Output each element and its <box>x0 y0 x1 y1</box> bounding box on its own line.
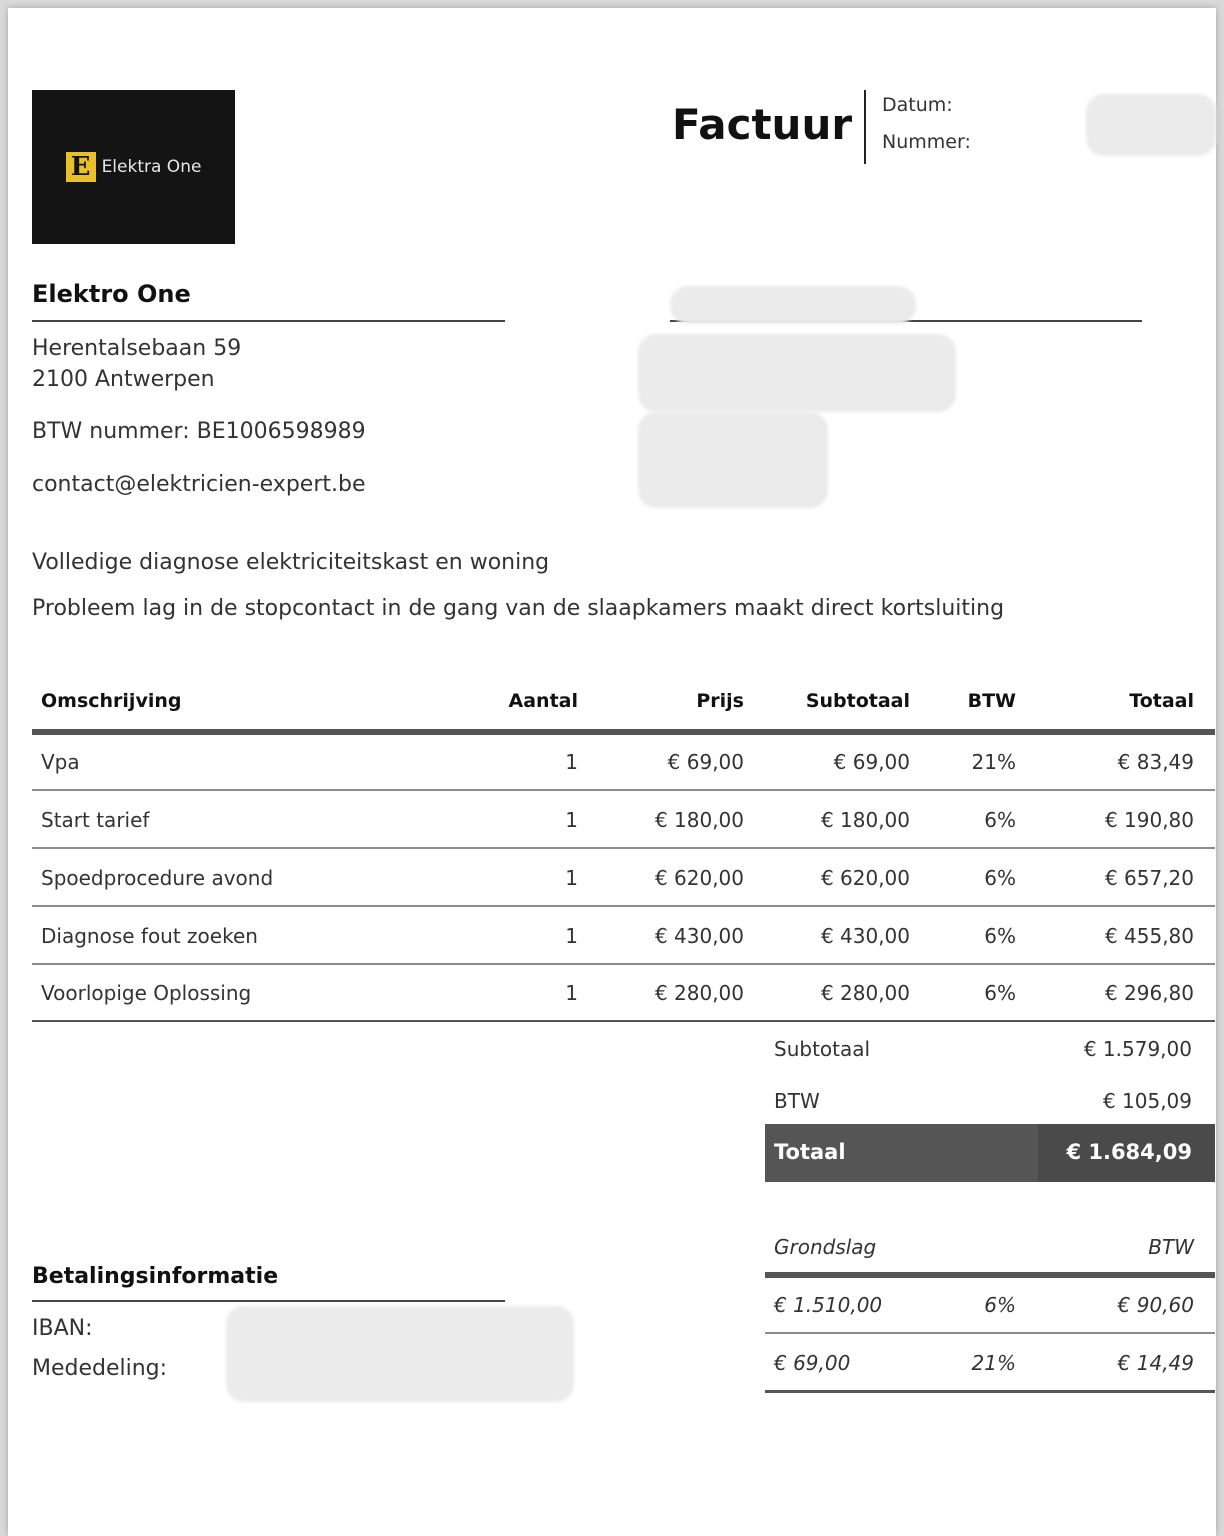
row-total: € 296,80 <box>1104 981 1194 1005</box>
grand-total-value: € 1.684,09 <box>1066 1140 1192 1164</box>
row-price: € 180,00 <box>654 808 744 832</box>
note-line-2: Probleem lag in de stopcontact in de gang van de slaapkamers maakt direct kortsluiting <box>32 596 1005 621</box>
row-vat: 6% <box>984 808 1016 832</box>
row-description: Voorlopige Oplossing <box>41 981 252 1005</box>
row-subtotal: € 430,00 <box>820 924 910 948</box>
row-total: € 83,49 <box>1117 750 1194 774</box>
vat-base-value: € 69,00 <box>774 1351 851 1375</box>
row-divider <box>32 847 1215 849</box>
iban-label: IBAN: <box>32 1316 93 1341</box>
row-total: € 657,20 <box>1104 866 1194 890</box>
row-description: Diagnose fout zoeken <box>41 924 258 948</box>
col-header-price: Prijs <box>696 690 744 712</box>
vat-breakdown-bottom-rule <box>765 1390 1215 1393</box>
redacted-client-details <box>638 412 828 508</box>
grand-total-label: Totaal <box>774 1140 846 1164</box>
vat-row-divider <box>765 1332 1215 1334</box>
row-vat: 6% <box>984 924 1016 948</box>
row-price: € 620,00 <box>654 866 744 890</box>
row-divider <box>32 905 1215 907</box>
payment-info-title: Betalingsinformatie <box>32 1264 279 1289</box>
company-street: Herentalsebaan 59 <box>32 336 242 361</box>
row-subtotal: € 620,00 <box>820 866 910 890</box>
row-vat: 21% <box>971 750 1016 774</box>
row-total: € 190,80 <box>1104 808 1194 832</box>
col-header-subtotal: Subtotaal <box>805 690 910 712</box>
redacted-payment-details <box>226 1306 574 1402</box>
payment-message-label: Mededeling: <box>32 1356 168 1381</box>
col-header-vat: BTW <box>967 690 1016 712</box>
vat-rate-value: 6% <box>984 1293 1016 1317</box>
row-quantity: 1 <box>565 981 578 1005</box>
row-price: € 280,00 <box>654 981 744 1005</box>
row-total: € 455,80 <box>1104 924 1194 948</box>
header-divider <box>864 90 866 164</box>
summary-subtotal-label: Subtotaal <box>774 1037 871 1061</box>
col-header-quantity: Aantal <box>508 690 578 712</box>
row-quantity: 1 <box>565 924 578 948</box>
row-divider <box>32 963 1215 965</box>
company-email: contact@elektricien-expert.be <box>32 472 366 497</box>
logo-mark: E <box>66 152 96 182</box>
logo-name: Elektra One <box>101 157 202 177</box>
row-quantity: 1 <box>565 866 578 890</box>
row-divider <box>32 789 1215 791</box>
row-vat: 6% <box>984 866 1016 890</box>
company-vat-number: BTW nummer: BE1006598989 <box>32 419 366 444</box>
table-bottom-rule <box>32 1020 1215 1022</box>
row-subtotal: € 180,00 <box>820 808 910 832</box>
number-label: Nummer: <box>882 131 971 153</box>
invoice-page <box>8 8 1216 1536</box>
vat-base-value: € 1.510,00 <box>774 1293 883 1317</box>
company-name: Elektro One <box>32 280 191 308</box>
vat-breakdown-header-rule <box>765 1272 1215 1278</box>
vat-amount-value: € 90,60 <box>1117 1293 1194 1317</box>
row-vat: 6% <box>984 981 1016 1005</box>
summary-subtotal-value: € 1.579,00 <box>1083 1037 1192 1061</box>
row-subtotal: € 69,00 <box>833 750 910 774</box>
vat-rate-value: 21% <box>971 1351 1016 1375</box>
date-label: Datum: <box>882 94 953 116</box>
payment-divider <box>32 1300 505 1302</box>
row-description: Spoedprocedure avond <box>41 866 274 890</box>
redacted-client-name <box>670 286 916 324</box>
row-description: Start tarief <box>41 808 150 832</box>
col-header-description: Omschrijving <box>41 690 182 712</box>
table-header-rule <box>32 729 1215 735</box>
vat-base-header: Grondslag <box>774 1235 877 1259</box>
company-city: 2100 Antwerpen <box>32 367 215 392</box>
row-description: Vpa <box>41 750 80 774</box>
redacted-invoice-meta <box>1086 94 1216 156</box>
row-quantity: 1 <box>565 750 578 774</box>
row-price: € 430,00 <box>654 924 744 948</box>
col-header-total: Totaal <box>1129 690 1194 712</box>
row-quantity: 1 <box>565 808 578 832</box>
vat-amount-value: € 14,49 <box>1117 1351 1194 1375</box>
redacted-client-address <box>638 334 956 412</box>
summary-vat-value: € 105,09 <box>1102 1089 1192 1113</box>
row-subtotal: € 280,00 <box>820 981 910 1005</box>
company-divider <box>32 320 505 322</box>
row-price: € 69,00 <box>667 750 744 774</box>
note-line-1: Volledige diagnose elektriciteitskast en woning <box>32 550 550 575</box>
company-logo <box>32 90 235 244</box>
invoice-title: Factuur <box>672 100 853 149</box>
vat-amount-header: BTW <box>1148 1235 1194 1259</box>
summary-vat-label: BTW <box>774 1089 820 1113</box>
